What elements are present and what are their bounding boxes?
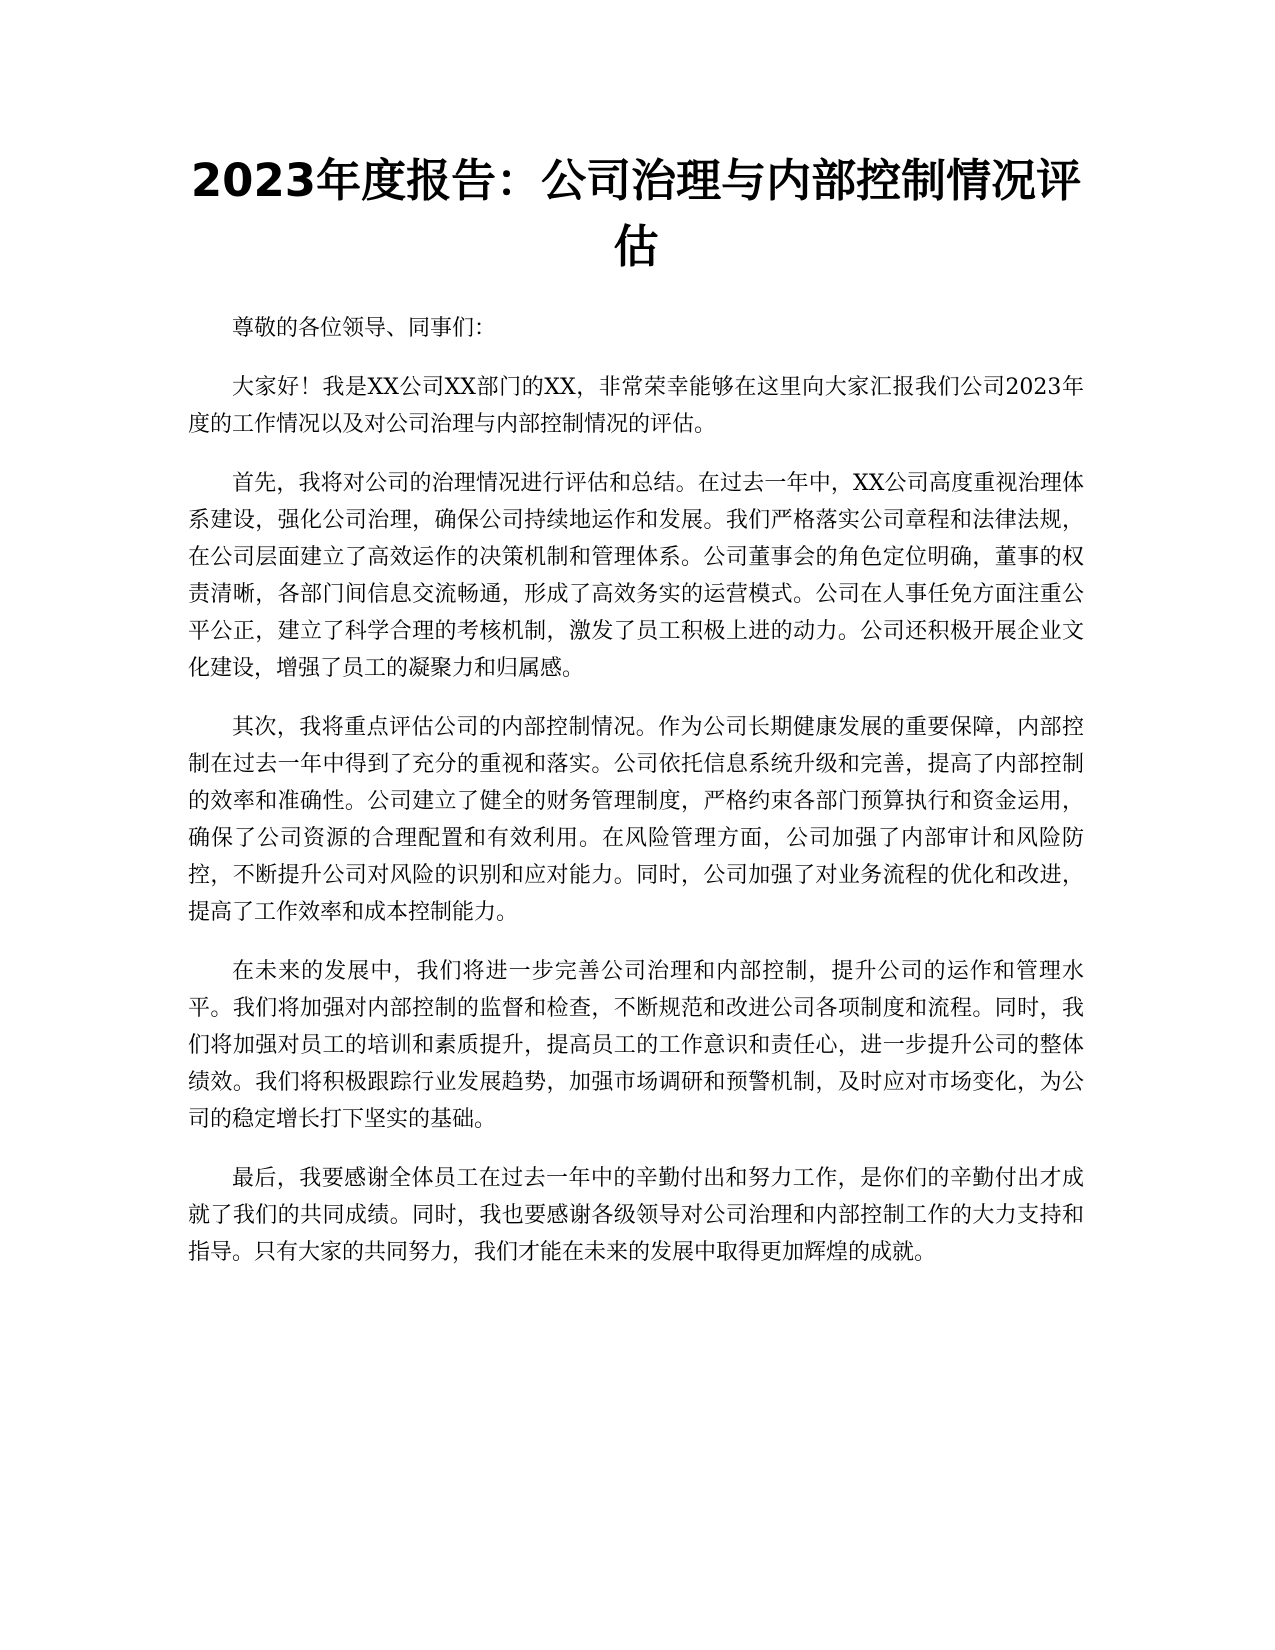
paragraph-future: 在未来的发展中，我们将进一步完善公司治理和内部控制，提升公司的运作和管理水平。我们将加强对内部控制的监督和检查，不断规范和改进公司各项制度和流程。同时，我们将加强对员工的培训和素质提升，提高员工的工作意识和责任心，进一步提升公司的整体绩效。我们将积极跟踪行业发展趋势，加强市场调研和预警机制，及时应对市场变化，为公司的稳定增长打下坚实的基础。: [188, 959, 1084, 1132]
document-title: 2023年度报告：公司治理与内部控制情况评估: [190, 154, 1082, 273]
paragraph-thanks: 最后，我要感谢全体员工在过去一年中的辛勤付出和努力工作，是你们的辛勤付出才成就了我们的共同成绩。同时，我也要感谢各级领导对公司治理和内部控制工作的大力支持和指导。只有大家的共同努力，我们才能在未来的发展中取得更加辉煌的成就。: [188, 1166, 1084, 1265]
document-content: [188, 148, 1084, 1271]
paragraph-governance: 首先，我将对公司的治理情况进行评估和总结。在过去一年中，XX公司高度重视治理体系建设，强化公司治理，确保公司持续地运作和发展。我们严格落实公司章程和法律法规，在公司层面建立了高效运作的决策机制和管理体系。公司董事会的角色定位明确，董事的权责清晰，各部门间信息交流畅通，形成了高效务实的运营模式。公司在人事任免方面注重公平公正，建立了科学合理的考核机制，激发了员工积极上进的动力。公司还积极开展企业文化建设，增强了员工的凝聚力和归属感。: [188, 471, 1084, 681]
salutation: 尊敬的各位领导、同事们：: [232, 316, 497, 341]
paragraph-internal-control: 其次，我将重点评估公司的内部控制情况。作为公司长期健康发展的重要保障，内部控制在过去一年中得到了充分的重视和落实。公司依托信息系统升级和完善，提高了内部控制的效率和准确性。公司建立了健全的财务管理制度，严格约束各部门预算执行和资金运用，确保了公司资源的合理配置和有效利用。在风险管理方面，公司加强了内部审计和风险防控，不断提升公司对风险的识别和应对能力。同时，公司加强了对业务流程的优化和改进，提高了工作效率和成本控制能力。: [188, 715, 1084, 925]
paragraph-intro: 大家好！我是XX公司XX部门的XX，非常荣幸能够在这里向大家汇报我们公司2023年度的工作情况以及对公司治理与内部控制情况的评估。: [188, 375, 1084, 437]
